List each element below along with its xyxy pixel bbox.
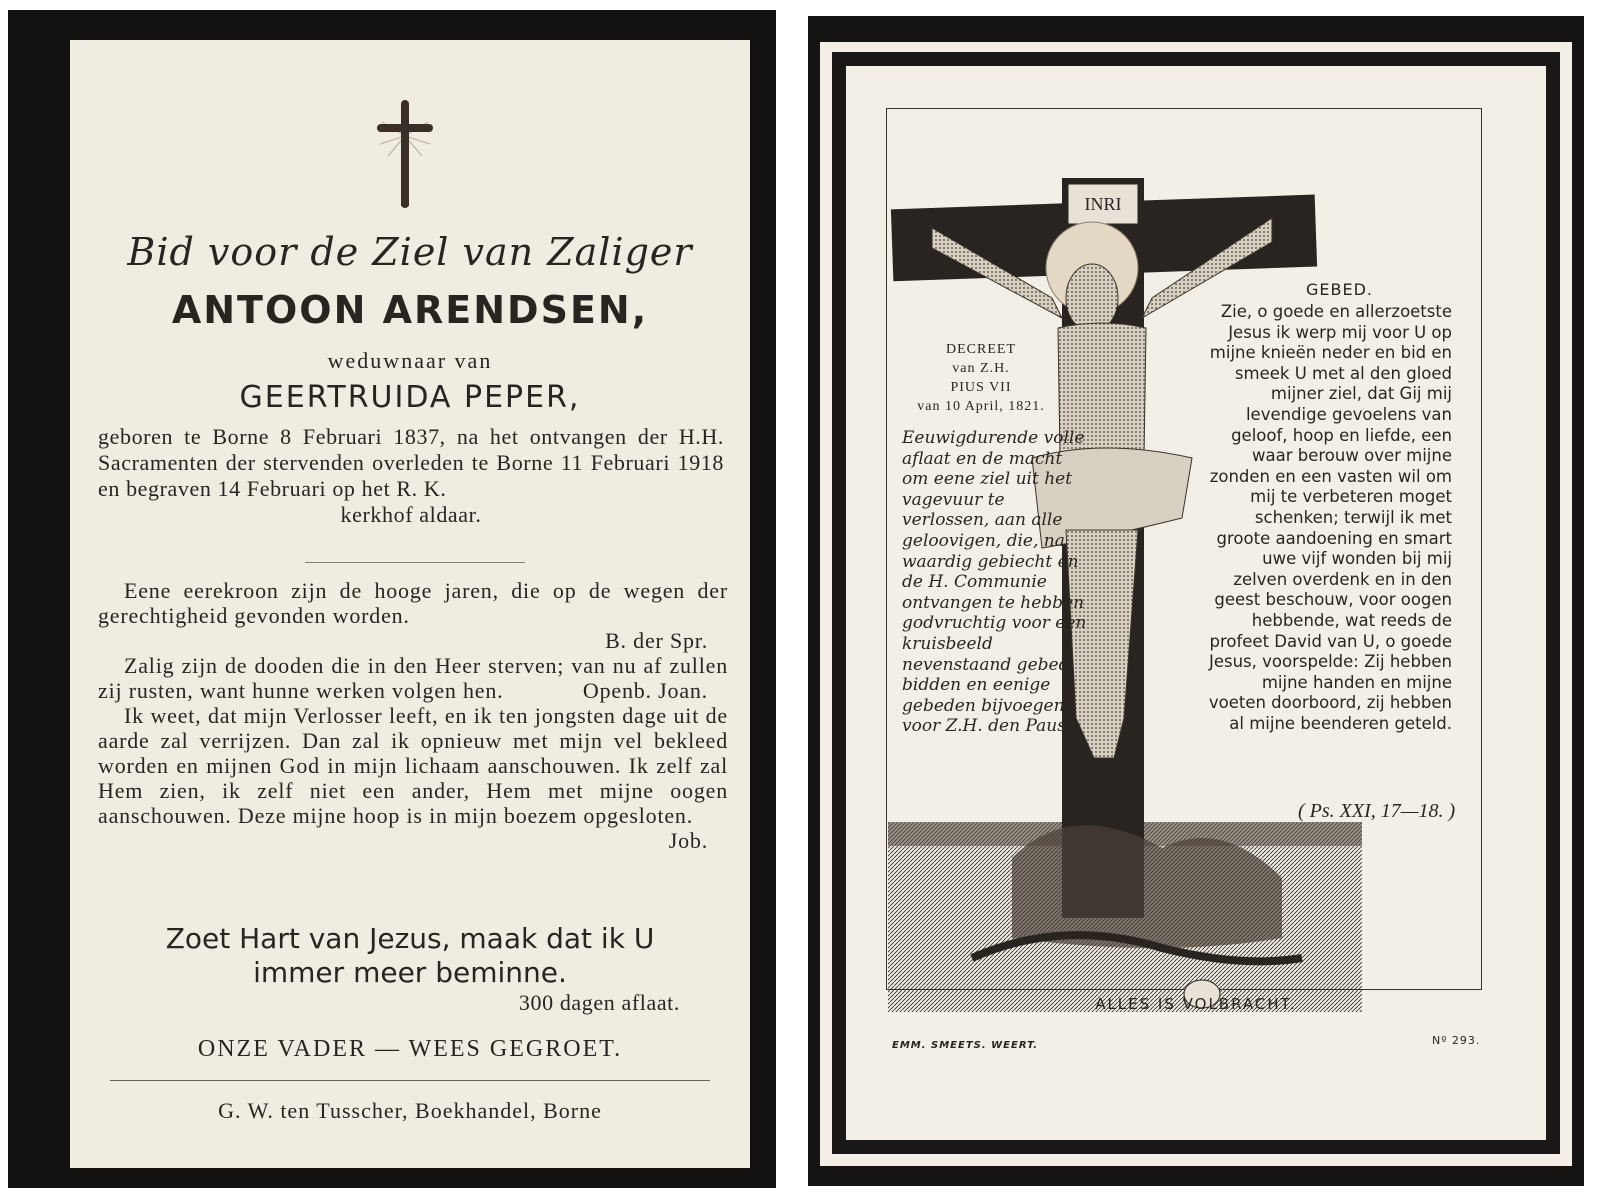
indulgence-note: 300 dagen aflaat. <box>518 990 680 1015</box>
right-memorial-card <box>808 16 1584 1186</box>
verse-reference: Job. <box>668 828 708 853</box>
verse-revelation <box>98 653 728 703</box>
verse-job <box>98 703 728 853</box>
indulgence-decree-text: Eeuwigdurende volle aflaat en de macht om eene ziel uit het vagevuur te verlossen, aan alle geloovigen, die, na waardig gebiecht en de H. Communie ontvangen te hebben godvruchtig voor een kruisbeeld nevenstaand gebed bidden en eenige gebeden bijvoegen voor Z.H. den Paus. <box>902 428 1087 737</box>
verse-reference: B. der Spr. <box>605 628 708 653</box>
verse-reference: Openb. Joan. <box>582 678 708 703</box>
left-memorial-card <box>8 10 776 1188</box>
prayer-line-2: immer meer beminne. <box>253 956 567 989</box>
publisher-imprint: EMM. SMEETS. WEERT. <box>892 1040 1038 1051</box>
decree-line: PIUS VII <box>950 380 1012 395</box>
engraving-caption: ALLES IS VOLBRACHT. <box>1095 995 1297 1013</box>
psalm-reference: ( Ps. XXI, 17—18. ) <box>1298 800 1456 822</box>
biography-closing: kerkhof aldaar. <box>340 502 482 527</box>
decree-line: van Z.H. <box>952 361 1010 376</box>
divider <box>305 562 525 563</box>
prayer-text: Zie, o goede en allerzoetste Jesus ik werp mij voor U op mijne knieën neder en bid en smeek U met al den gloed mijner ziel, dat Gij mij levendige gevoelens van geloof, hoop en liefde, een waar berouw over mijne zonden en een vasten wil om mij te verbeteren moget schenken; terwijl ik met groote aandoening en smart uwe vijf wonden bij mij zelven overdenk en in den geest beschouw, voor oogen hebbende, wat reeds de profeet David van U, o goede Jesus, voorspelde: Zij hebben mijne handen en mijne voeten doorboord, zij hebben al mijne beenderen geteld. <box>1208 302 1452 733</box>
inri-plaque: INRI <box>1084 194 1122 214</box>
biography <box>98 424 724 528</box>
verse-text: Ik weet, dat mijn Verlosser leeft, en ik ten jongsten dage uit de aarde zal verrijzen. Dan zal ik opnieuw met mijn vel bekleed worden en mijnen God in mijn lichaam aanschouwen. Ik zelf zal Hem zien, ik zelf niet een ander, Hem met mijne oogen aanschouwen. Deze mijne hoop is in mijn boezem opgesloten. <box>98 703 728 828</box>
left-card-paper <box>70 40 750 1168</box>
divider <box>110 1080 710 1081</box>
deceased-name: ANTOON ARENDSEN, <box>171 288 649 332</box>
spouse-name: GEERTRUIDA PEPER, <box>239 380 581 415</box>
card-number: Nº 293. <box>1432 1034 1481 1047</box>
relation-text: weduwnaar van <box>327 348 493 373</box>
prayer-title: GEBED. <box>1306 280 1373 299</box>
verse-text: Zalig zijn de dooden die in den Heer sterven; van nu af zullen zij rusten, want hunne werken volgen hen. <box>98 653 728 703</box>
decree-line: DECREET <box>946 342 1016 357</box>
scripture-verses <box>98 578 728 853</box>
invocation-title: Bid voor de Ziel van Zaliger <box>127 230 693 274</box>
verse-proverbs: Eene eerekroon zijn de hooge jaren, die op de wegen der gerechtigheid gevonden worden. <box>98 578 728 628</box>
printer-imprint: G. W. ten Tusscher, Boekhandel, Borne <box>218 1098 602 1123</box>
decree-heading <box>906 340 1056 416</box>
prayer-line-1: Zoet Hart van Jezus, maak dat ik U <box>165 922 655 955</box>
prayers-line: ONZE VADER — WEES GEGROET. <box>197 1036 623 1062</box>
right-card-paper <box>846 66 1546 1140</box>
biography-text: geboren te Borne 8 Februari 1837, na het ontvangen der H.H. Sacramenten der stervenden overleden te Borne 11 Februari 1918 en begraven 14 Februari op het R. K. <box>98 424 724 501</box>
cross-icon <box>370 100 440 210</box>
decree-line: van 10 April, 1821. <box>917 399 1045 414</box>
sacred-heart-prayer <box>70 922 750 990</box>
